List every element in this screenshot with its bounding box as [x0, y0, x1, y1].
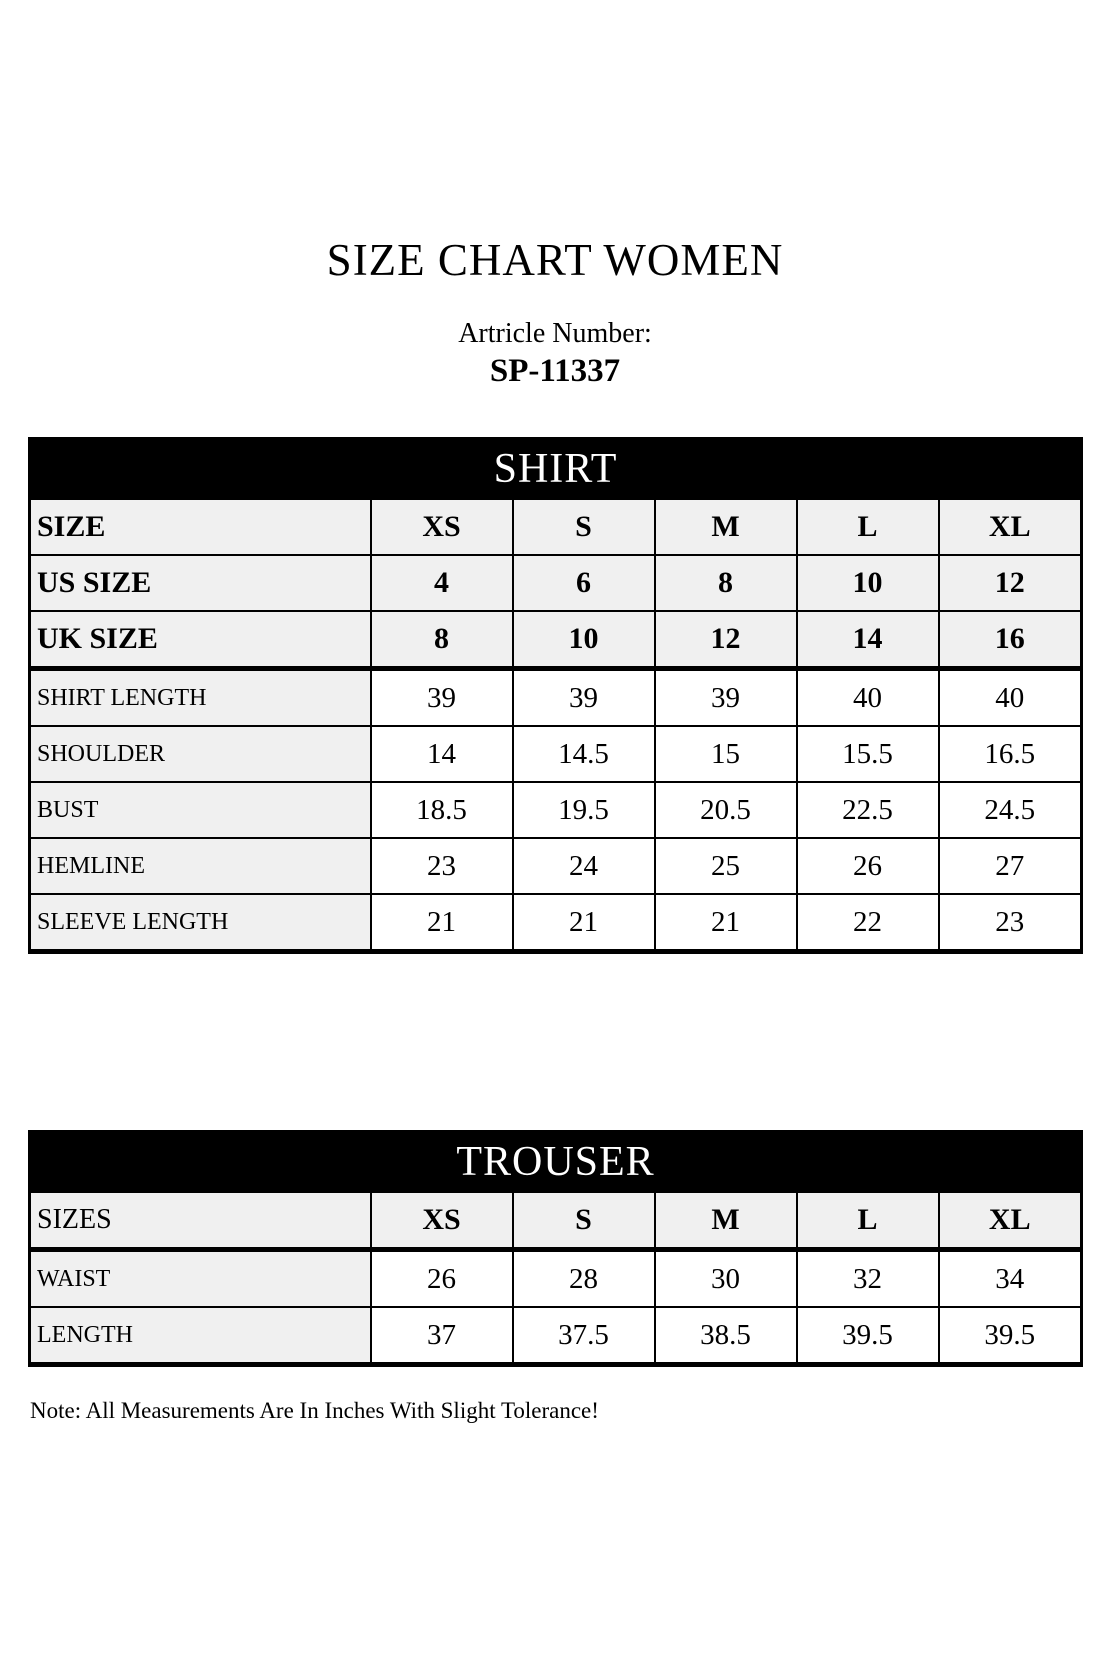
page-title: SIZE CHART WOMEN — [326, 235, 784, 285]
row-label: SLEEVE LENGTH — [30, 894, 371, 952]
article-number-value: SP-11337 — [489, 353, 621, 389]
value-cell: 14.5 — [513, 726, 655, 782]
table-row — [30, 894, 1082, 952]
value-cell: XL — [939, 499, 1082, 555]
table-row — [30, 1132, 1082, 1193]
value-cell: L — [797, 1192, 939, 1250]
value-cell: S — [513, 1192, 655, 1250]
table-row — [30, 726, 1082, 782]
table-row — [30, 1192, 1082, 1250]
trouser-table — [28, 1130, 1083, 1367]
table-row — [30, 555, 1082, 611]
value-cell: XS — [371, 499, 513, 555]
value-cell: 14 — [371, 726, 513, 782]
value-cell: 28 — [513, 1250, 655, 1308]
value-cell: 6 — [513, 555, 655, 611]
value-cell: 25 — [655, 838, 797, 894]
row-label: WAIST — [30, 1250, 371, 1308]
value-cell: 32 — [797, 1250, 939, 1308]
table-row — [30, 1307, 1082, 1365]
table-row — [30, 499, 1082, 555]
value-cell: S — [513, 499, 655, 555]
value-cell: M — [655, 1192, 797, 1250]
value-cell: 8 — [655, 555, 797, 611]
value-cell: 19.5 — [513, 782, 655, 838]
value-cell: 22.5 — [797, 782, 939, 838]
value-cell: 23 — [371, 838, 513, 894]
value-cell: 24 — [513, 838, 655, 894]
value-cell: 4 — [371, 555, 513, 611]
value-cell: 38.5 — [655, 1307, 797, 1365]
value-cell: 8 — [371, 611, 513, 669]
row-label: HEMLINE — [30, 838, 371, 894]
value-cell: 15 — [655, 726, 797, 782]
table-row — [30, 838, 1082, 894]
value-cell: 40 — [939, 669, 1082, 727]
shirt-table — [28, 437, 1083, 954]
value-cell: 39 — [655, 669, 797, 727]
value-cell: 37.5 — [513, 1307, 655, 1365]
table-row — [30, 439, 1082, 500]
row-label: BUST — [30, 782, 371, 838]
row-label: US SIZE — [30, 555, 371, 611]
value-cell: 26 — [371, 1250, 513, 1308]
trouser-table-title: TROUSER — [30, 1132, 1082, 1193]
value-cell: L — [797, 499, 939, 555]
value-cell: 26 — [797, 838, 939, 894]
value-cell: XS — [371, 1192, 513, 1250]
value-cell: 18.5 — [371, 782, 513, 838]
value-cell: 23 — [939, 894, 1082, 952]
value-cell: 15.5 — [797, 726, 939, 782]
value-cell: 37 — [371, 1307, 513, 1365]
value-cell: 21 — [371, 894, 513, 952]
value-cell: 12 — [939, 555, 1082, 611]
row-label: SHIRT LENGTH — [30, 669, 371, 727]
value-cell: 27 — [939, 838, 1082, 894]
value-cell: 10 — [513, 611, 655, 669]
article-number-label: Artricle Number: — [458, 318, 652, 349]
table-row — [30, 1250, 1082, 1308]
value-cell: 21 — [655, 894, 797, 952]
row-label: SIZES — [30, 1192, 371, 1250]
value-cell: 39 — [371, 669, 513, 727]
value-cell: 39.5 — [797, 1307, 939, 1365]
note-text: Note: All Measurements Are In Inches With Slight Tolerance! — [30, 1398, 599, 1423]
value-cell: 39 — [513, 669, 655, 727]
value-cell: 20.5 — [655, 782, 797, 838]
value-cell: 14 — [797, 611, 939, 669]
value-cell: 39.5 — [939, 1307, 1082, 1365]
shirt-table-title: SHIRT — [30, 439, 1082, 500]
table-row — [30, 669, 1082, 727]
value-cell: 40 — [797, 669, 939, 727]
value-cell: 22 — [797, 894, 939, 952]
row-label: LENGTH — [30, 1307, 371, 1365]
value-cell: 16.5 — [939, 726, 1082, 782]
row-label: SIZE — [30, 499, 371, 555]
value-cell: 34 — [939, 1250, 1082, 1308]
value-cell: XL — [939, 1192, 1082, 1250]
value-cell: M — [655, 499, 797, 555]
value-cell: 24.5 — [939, 782, 1082, 838]
value-cell: 21 — [513, 894, 655, 952]
value-cell: 12 — [655, 611, 797, 669]
value-cell: 30 — [655, 1250, 797, 1308]
value-cell: 10 — [797, 555, 939, 611]
row-label: SHOULDER — [30, 726, 371, 782]
value-cell: 16 — [939, 611, 1082, 669]
row-label: UK SIZE — [30, 611, 371, 669]
table-row — [30, 782, 1082, 838]
table-row — [30, 611, 1082, 669]
